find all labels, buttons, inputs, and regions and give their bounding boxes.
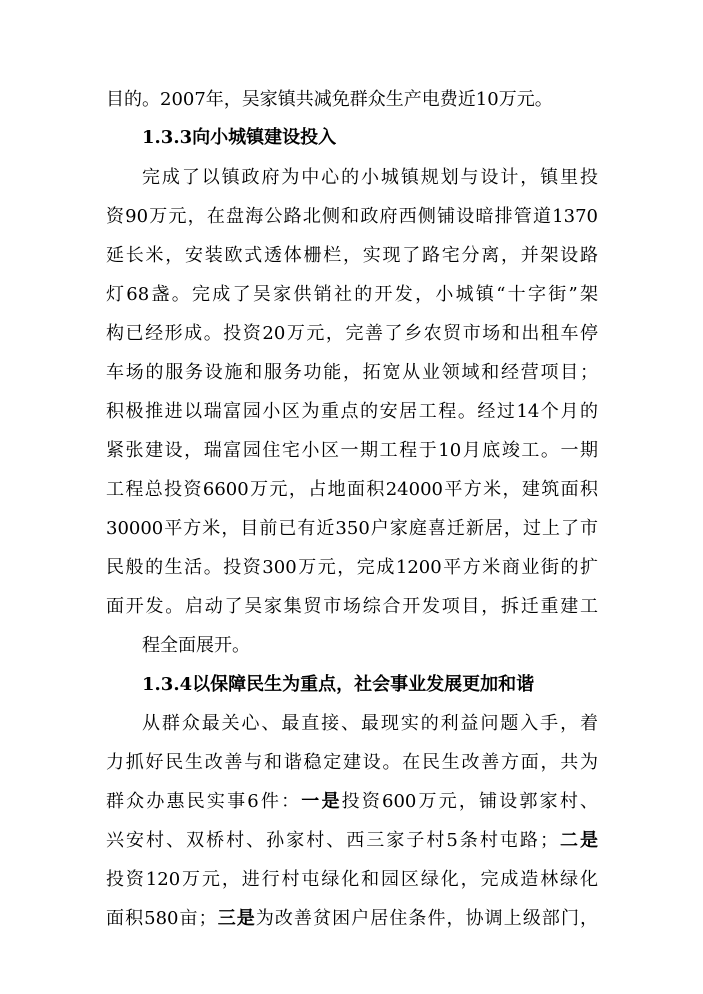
- text-line-15: 程全面展开。: [142, 635, 250, 656]
- section-heading-1-3-4: 1.3.4以保障民生为重点，社会事业发展更加和谐: [142, 674, 535, 695]
- text-line-6: 灯68盏。完成了吴家供销社的开发，小城镇“十字街”架: [106, 284, 598, 305]
- section-heading-1-3-3: 1.3.3向小城镇建设投入: [142, 127, 337, 148]
- text-line-7: 构已经形成。投资20万元，完善了乡农贸市场和出租车停: [106, 323, 598, 344]
- text-line-10: 紧张建设，瑞富园住宅小区一期工程于10月底竣工。一期: [106, 440, 598, 461]
- text-line-17: 从群众最关心、最直接、最现实的利益问题入手，着: [142, 713, 598, 734]
- text-line-14: 面开发。启动了吴家集贸市场综合开发项目，拆迁重建工: [106, 596, 598, 617]
- text-line-11: 工程总投资6600万元，占地面积24000平方米，建筑面积: [106, 479, 598, 500]
- text-line-12: 30000平方米，目前已有近350户家庭喜迁新居，过上了市: [106, 518, 598, 539]
- text-line-9: 积极推进以瑞富园小区为重点的安居工程。经过14个月的: [106, 401, 598, 422]
- text-line-20: [106, 829, 598, 853]
- text-segment: 为改善贫困户居住条件，协调上级部门，: [255, 908, 599, 929]
- text-segment: 面积580亩；: [106, 908, 217, 929]
- text-line-19: [106, 790, 598, 814]
- text-line-5: 延长米，安装欧式透体栅栏，实现了路宅分离，并架设路: [106, 245, 598, 266]
- text-segment: 投资600万元，铺设郭家村、: [341, 791, 599, 812]
- text-line-22: [106, 907, 598, 931]
- text-line-13: 民般的生活。投资300万元，完成1200平方米商业街的扩: [106, 557, 598, 578]
- text-line-8: 车场的服务设施和服务功能，拓宽从业领域和经营项目；: [106, 362, 598, 383]
- text-line-21: 投资120万元，进行村屯绿化和园区绿化，完成造林绿化: [106, 869, 598, 890]
- bold-marker-three: 三是: [216, 908, 256, 929]
- text-segment: 兴安村、双桥村、孙家村、西三家子村5条村屯路；: [106, 830, 558, 851]
- bold-marker-two: 二是: [557, 830, 598, 851]
- text-line-18: 力抓好民生改善与和谐稳定建设。在民生改善方面，共为: [106, 752, 598, 773]
- text-line-3: 完成了以镇政府为中心的小城镇规划与设计，镇里投: [142, 167, 598, 188]
- text-line-4: 资90万元，在盘海公路北侧和政府西侧铺设暗排管道1370: [106, 206, 598, 227]
- text-line-1: 目的。2007年，吴家镇共减免群众生产电费近10万元。: [106, 89, 553, 110]
- text-segment: 群众办惠民实事6件：: [106, 791, 302, 812]
- bold-marker-one: 一是: [301, 791, 342, 812]
